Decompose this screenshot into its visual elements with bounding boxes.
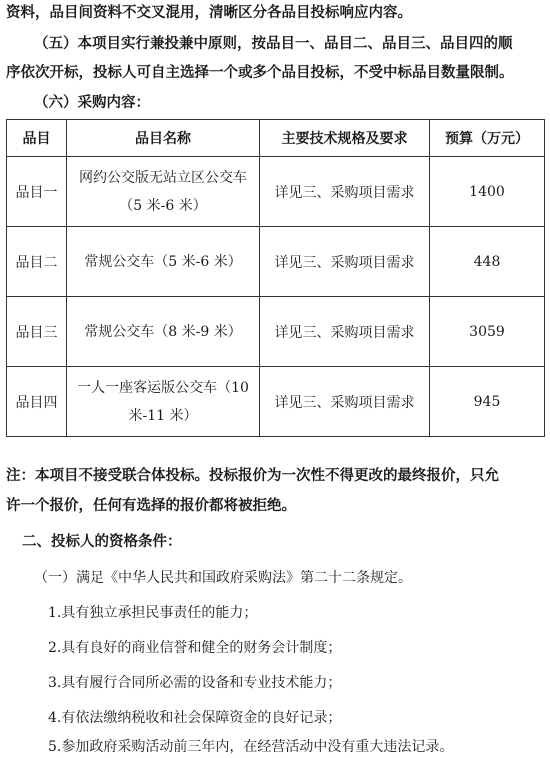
paragraph-six-heading: （六）采购内容： — [34, 95, 150, 111]
procurement-table — [6, 119, 545, 437]
item-name-line: 常规公交车（8 米-9 米） — [84, 323, 242, 340]
item-name-line: 网约公交版无站立区公交车 — [79, 169, 247, 186]
cell-spec: 详见三、采购项目需求 — [260, 367, 430, 437]
qualification-item: 3.具有履行合同所必需的设备和专业技术能力； — [48, 675, 342, 691]
note-line2: 许一个报价，任何有选择的报价都将被拒绝。 — [6, 498, 296, 514]
paragraph-five-line1: （五）本项目实行兼投兼中原则，按品目一、品目二、品目三、品目四的顺 — [34, 36, 513, 52]
cell-item: 品目一 — [7, 157, 67, 227]
qualification-item: 1.具有独立承担民事责任的能力； — [48, 605, 258, 621]
qualification-item: 4.有依法缴纳税收和社会保障资金的良好记录； — [48, 710, 342, 726]
cell-item: 品目二 — [7, 227, 67, 297]
header-item: 品目 — [7, 120, 67, 157]
cell-budget: 448 — [430, 227, 545, 297]
cell-budget: 3059 — [430, 297, 545, 367]
cell-budget: 945 — [430, 367, 545, 437]
cell-item: 品目四 — [7, 367, 67, 437]
table-header-row — [7, 120, 545, 157]
cell-item-name — [67, 227, 260, 297]
qualification-subheading: （一）满足《中华人民共和国政府采购法》第二十二条规定。 — [34, 570, 412, 586]
cell-spec: 详见三、采购项目需求 — [260, 157, 430, 227]
cell-item-name — [67, 297, 260, 367]
table-row — [7, 297, 545, 367]
table-row — [7, 227, 545, 297]
cell-item-name — [67, 157, 260, 227]
table-row — [7, 367, 545, 437]
item-name-line: 米-11 米） — [128, 407, 198, 424]
cell-item: 品目三 — [7, 297, 67, 367]
qualification-item: 2.具有良好的商业信誉和健全的财务会计制度； — [48, 640, 342, 656]
cell-spec: 详见三、采购项目需求 — [260, 297, 430, 367]
paragraph-continuation: 资料，品目间资料不交叉混用，清晰区分各品目投标响应内容。 — [6, 5, 412, 21]
header-item-name: 品目名称 — [67, 120, 260, 157]
note-line1: 注：本项目不接受联合体投标。投标报价为一次性不得更改的最终报价，只允 — [6, 468, 499, 484]
item-name-line: 一人一座客运版公交车（10 — [77, 379, 249, 396]
item-name-line: 常规公交车（5 米-6 米） — [84, 253, 242, 270]
item-name-line: （5 米-6 米） — [119, 197, 207, 214]
cell-spec: 详见三、采购项目需求 — [260, 227, 430, 297]
qualification-item: 5.参加政府采购活动前三年内，在经营活动中没有重大违法记录。 — [48, 739, 454, 755]
table-row — [7, 157, 545, 227]
cell-item-name — [67, 367, 260, 437]
section-heading: 二、投标人的资格条件： — [22, 534, 182, 550]
header-spec: 主要技术规格及要求 — [260, 120, 430, 157]
header-budget: 预算（万元） — [430, 120, 545, 157]
cell-budget: 1400 — [430, 157, 545, 227]
paragraph-five-line2: 序依次开标，投标人可自主选择一个或多个品目投标，不受中标品目数量限制。 — [6, 65, 514, 81]
